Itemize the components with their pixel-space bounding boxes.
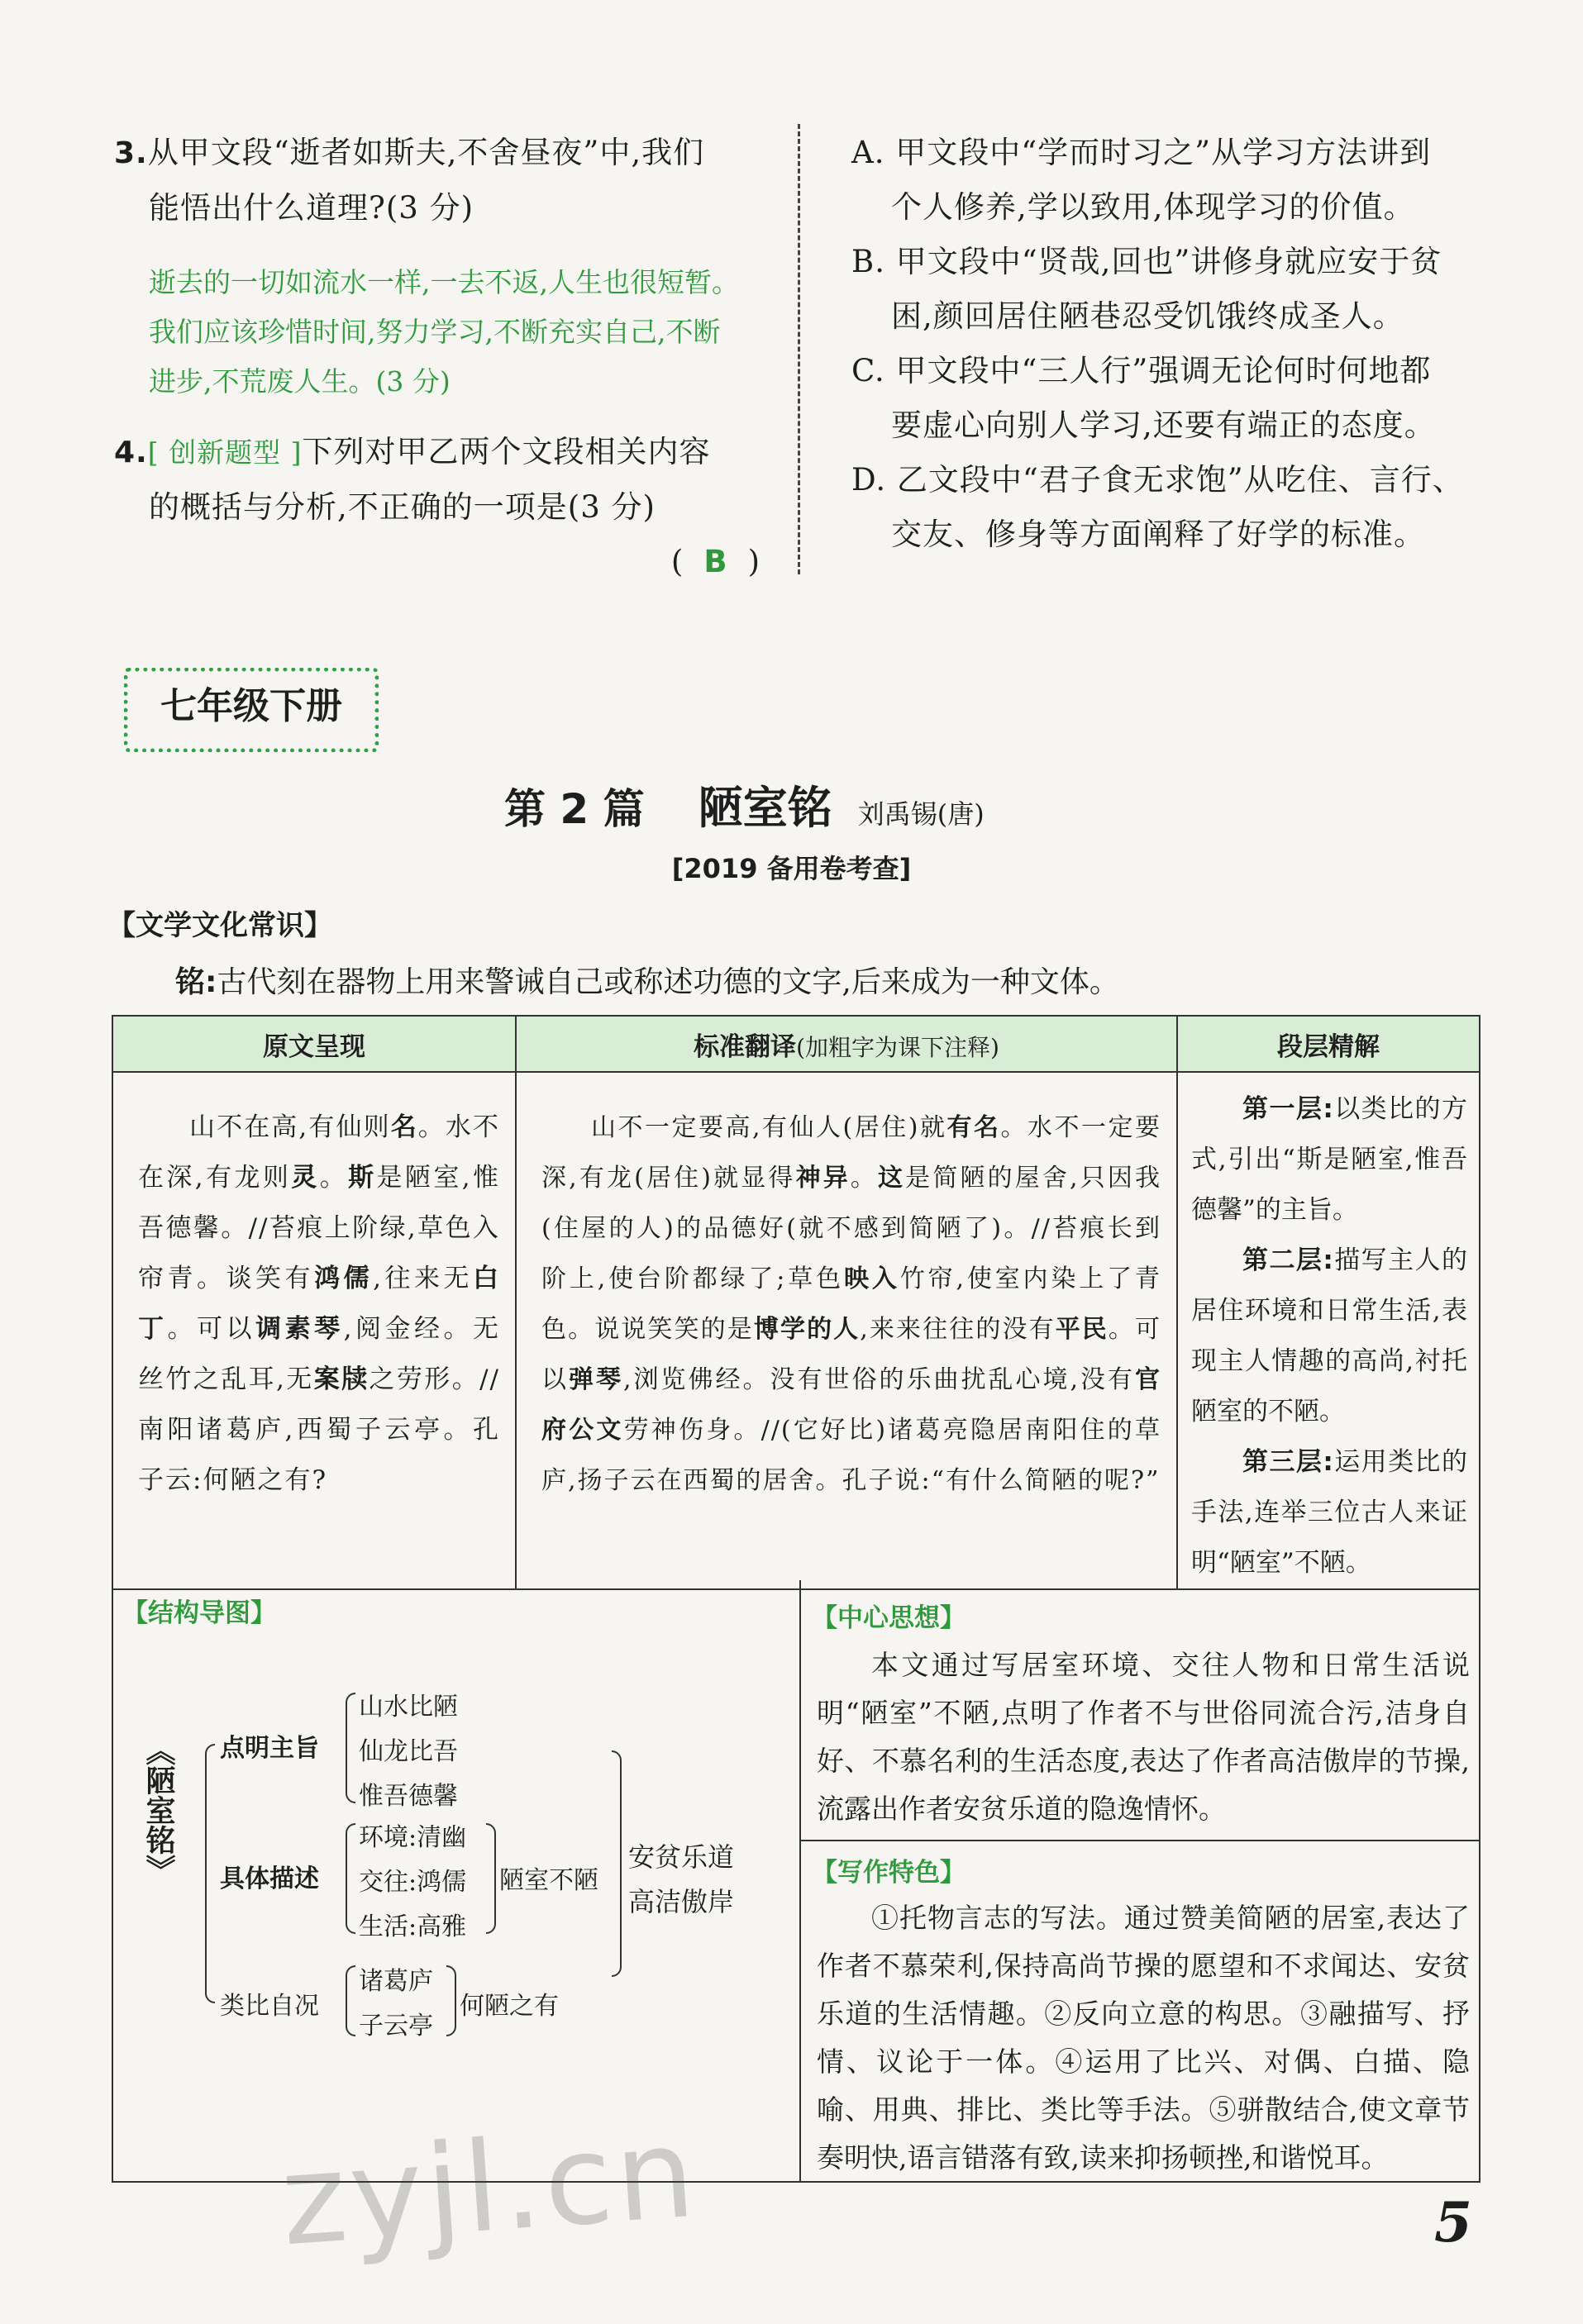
layers-list (1178, 1073, 1479, 1588)
text-segment: ,往来无 (373, 1264, 474, 1293)
text-segment: 山不在高,有仙则 (189, 1112, 391, 1142)
q3-answer-line: 我们应该珍惜时间,努力学习,不断充实自己,不断 (149, 316, 721, 348)
option-c (851, 344, 1529, 453)
text-segment: 。可以 (167, 1314, 256, 1344)
annotated-word: 映入 (843, 1264, 900, 1293)
text-segment: ,来来往往的没有 (860, 1315, 1056, 1344)
layers-cell (1177, 1072, 1480, 1589)
q3-number: 3. (114, 136, 148, 170)
text-segment: ,阅金经。无丝竹之乱耳,无 (138, 1314, 501, 1394)
lower-right-divider (799, 1840, 1479, 1841)
exam-note: [2019 备用卷考查] (671, 853, 912, 884)
page-title (504, 773, 985, 836)
q3-answer-line: 进步,不荒废人生。(3 分) (149, 365, 451, 398)
branch-1-brace (346, 1693, 355, 1803)
annotated-word: 白丁 (138, 1264, 501, 1344)
annotated-word: 鸿儒 (314, 1264, 374, 1293)
conclusion-brace (612, 1750, 622, 1977)
annotated-word: 弹琴 (569, 1365, 623, 1394)
column-divider (798, 124, 800, 574)
text-segment: 山不一定要高,有仙人(居住)就 (591, 1113, 947, 1142)
culture-heading: 【文学文化常识】 (107, 909, 332, 942)
writing-text: ①托物言志的写法。通过赞美简陋的居室,表达了作者不慕荣利,保持高尚节操的愿望和不求闻达、安贫乐道的生活情趣。②反向立意的构思。③融描写、抒情、议论于一体。④运用了比兴、对偶、白描、隐喻、用典、排比、类比等手法。⑤骈散结合,使文章节奏明快,语言错落有致,读来抑扬顿挫,和谐悦耳。 (817, 1902, 1470, 2174)
q3-answer (149, 258, 810, 407)
annotated-word: 灵 (291, 1163, 320, 1193)
branch-2-item: 交往:鸿儒 (359, 1868, 467, 1897)
layer-item (1191, 1437, 1467, 1588)
page-number: 5 (1434, 2190, 1472, 2255)
q4-line1: 下列对甲乙两个文段相关内容 (302, 434, 711, 469)
writing-label: 【写作特色】 (812, 1858, 966, 1888)
culture-text (175, 959, 1119, 1001)
translation-text (517, 1073, 1176, 1506)
header-original (112, 1016, 516, 1072)
q4-options (851, 126, 1529, 562)
annotated-word: 神异 (795, 1164, 851, 1193)
translation-cell (516, 1072, 1177, 1589)
branch-1: 点明主旨 (220, 1734, 319, 1763)
q4-block (114, 425, 800, 589)
option-line: A. 甲文段中“学而时习之”从学习方法讲到 (851, 135, 1432, 170)
watermark: zyjl.cn (276, 2101, 703, 2274)
branch-1-item: 山水比陋 (359, 1693, 458, 1722)
lower-divider (799, 1580, 801, 2181)
option-line: C. 甲文段中“三人行”强调无论何时何地都 (851, 353, 1432, 388)
essay-title: 陋室铭 (698, 782, 832, 834)
text-segment: 。 (319, 1163, 349, 1193)
option-a (851, 126, 1529, 235)
text-segment: 劳神伤身。//(它好比)诸葛亮隐居南阳住的草庐,扬子云在西蜀的居舍。孔子说:“有什么简陋的呢?” (541, 1416, 1162, 1495)
header-translation-note: (加粗字为课下注释) (796, 1033, 999, 1061)
text-segment: 是简陋的屋舍,只因我(住屋的人)的品德好(就不感到简陋了)。//苔痕长到阶上,使台阶都绿了;草色 (541, 1164, 1162, 1293)
annotated-word: 博学的人 (753, 1315, 861, 1344)
branch-2-result: 陋室不陋 (499, 1866, 598, 1895)
annotated-word: 名 (390, 1112, 418, 1142)
chapter-number: 第 2 篇 (504, 785, 645, 833)
essay-author: 刘禹锡(唐) (857, 798, 985, 830)
text-segment: 。可以 (541, 1315, 1162, 1394)
branch-1-item: 惟吾德馨 (359, 1782, 458, 1811)
annotated-word: 调素琴 (255, 1314, 344, 1344)
annotated-word: 这 (878, 1164, 906, 1193)
text-segment: 竹帘,使室内染上了青色。说说笑笑的是 (541, 1264, 1162, 1344)
header-translation-label: 标准翻译 (694, 1031, 797, 1062)
text-segment: ,浏览佛经。没有世俗的乐曲扰乱心境,没有 (623, 1365, 1136, 1394)
option-b (851, 235, 1529, 344)
root-brace (205, 1744, 215, 2003)
text-table (112, 1015, 1480, 1590)
structure-root (141, 1736, 174, 1893)
option-line: 交友、修身等方面阐释了好学的标准。 (891, 517, 1425, 552)
branch-2-item: 生活:高雅 (359, 1912, 467, 1941)
text-segment: 。水不在深,有龙则 (138, 1112, 501, 1193)
branch-2-brace (346, 1823, 355, 1934)
layer-item (1191, 1084, 1467, 1236)
q4-paren-close: ) (747, 544, 761, 579)
q3-line1: 从甲文段“逝者如斯夫,不舍昼夜”中,我们 (147, 135, 705, 170)
header-original-label: 原文呈现 (263, 1031, 365, 1062)
option-line: B. 甲文段中“贤哉,回也”讲修身就应安于贫 (851, 244, 1442, 279)
branch-2-item: 环境:清幽 (359, 1823, 467, 1852)
annotated-word: 斯 (348, 1163, 377, 1193)
q3-answer-line: 逝去的一切如流水一样,一去不返,人生也很短暂。 (149, 266, 739, 298)
culture-term: 铭: (175, 965, 217, 999)
layer-text: 描写主人的居住环境和日常生活,表现主人情趣的高尚,衬托陋室的不陋。 (1191, 1245, 1467, 1426)
branch-3-brace (346, 1965, 355, 2036)
conclusion-line: 高洁傲岸 (628, 1886, 735, 1917)
q4-number: 4. (114, 436, 148, 469)
layer-text: 以类比的方式,引出“斯是陋室,惟吾德馨”的主旨。 (1191, 1094, 1467, 1225)
q4-line2: 的概括与分析,不正确的一项是(3 分) (149, 489, 656, 525)
center-text: 本文通过写居室环境、交往人物和日常生活说明“陋室”不陋,点明了作者不与世俗同流合污,洁身自好、不慕名利的生活态度,表达了作者高洁傲岸的节操,流露出作者安贫乐道的隐逸情怀。 (817, 1649, 1470, 1825)
grade-tag: 七年级下册 (160, 685, 342, 727)
branch-1-item: 仙龙比吾 (359, 1737, 458, 1766)
structure-label: 【结构导图】 (122, 1598, 276, 1628)
option-line: D. 乙文段中“君子食无求饱”从吃住、言行、 (851, 462, 1464, 498)
text-segment: 。水不一定要深,有龙(居住)就显得 (541, 1113, 1162, 1193)
structure-root-text: 《陋室铭》 (141, 1736, 176, 1884)
conclusion-line: 安贫乐道 (628, 1841, 735, 1873)
branch-2-result-brace (486, 1823, 496, 1934)
option-line: 困,颜回居住陋巷忍受饥饿终成圣人。 (891, 298, 1404, 334)
culture-definition: 古代刻在器物上用来警诫自己或称述功德的文字,后来成为一种文体。 (217, 965, 1119, 999)
layer-label: 第二层: (1242, 1245, 1333, 1275)
option-d (851, 453, 1529, 562)
option-line: 个人修养,学以致用,体现学习的价值。 (891, 189, 1415, 225)
header-layers (1177, 1016, 1480, 1072)
branch-3-result-brace (446, 1965, 456, 2036)
option-line: 要虚心向别人学习,还要有端正的态度。 (891, 407, 1436, 443)
branch-3-item: 子云亭 (359, 2012, 433, 2041)
q4-paren-open: ( (670, 544, 684, 579)
branch-2: 具体描述 (220, 1864, 319, 1893)
layer-label: 第三层: (1242, 1447, 1333, 1477)
annotated-word: 官府公文 (541, 1365, 1162, 1445)
q3-block (114, 126, 800, 236)
text-segment: 是陋室,惟吾德馨。//苔痕上阶绿,草色入帘青。谈笑有 (138, 1163, 500, 1293)
text-segment: 。 (850, 1164, 879, 1193)
annotated-word: 案牍 (313, 1364, 370, 1394)
center-label: 【中心思想】 (812, 1603, 966, 1633)
original-text (113, 1073, 515, 1506)
annotated-word: 平民 (1055, 1315, 1109, 1344)
original-cell (112, 1072, 516, 1589)
header-translation (516, 1016, 1177, 1072)
layer-label: 第一层: (1242, 1094, 1333, 1124)
branch-3-result: 何陋之有 (460, 1992, 559, 2021)
annotated-word: 有名 (946, 1113, 1001, 1142)
text-segment: 之劳形。//南阳诸葛庐,西蜀子云亭。孔子云:何陋之有? (138, 1364, 501, 1495)
q3-line2: 能悟出什么道理?(3 分) (149, 190, 474, 226)
header-layers-label: 段层精解 (1277, 1031, 1380, 1062)
branch-3-item: 诸葛庐 (359, 1967, 433, 1996)
q4-answer: B (703, 544, 728, 579)
q4-tag: [ 创新题型 ] (147, 436, 303, 469)
branch-3: 类比自况 (220, 1992, 319, 2021)
layer-item (1191, 1236, 1467, 1437)
layer-text: 运用类比的手法,连举三位古人来证明“陋室”不陋。 (1191, 1447, 1467, 1578)
